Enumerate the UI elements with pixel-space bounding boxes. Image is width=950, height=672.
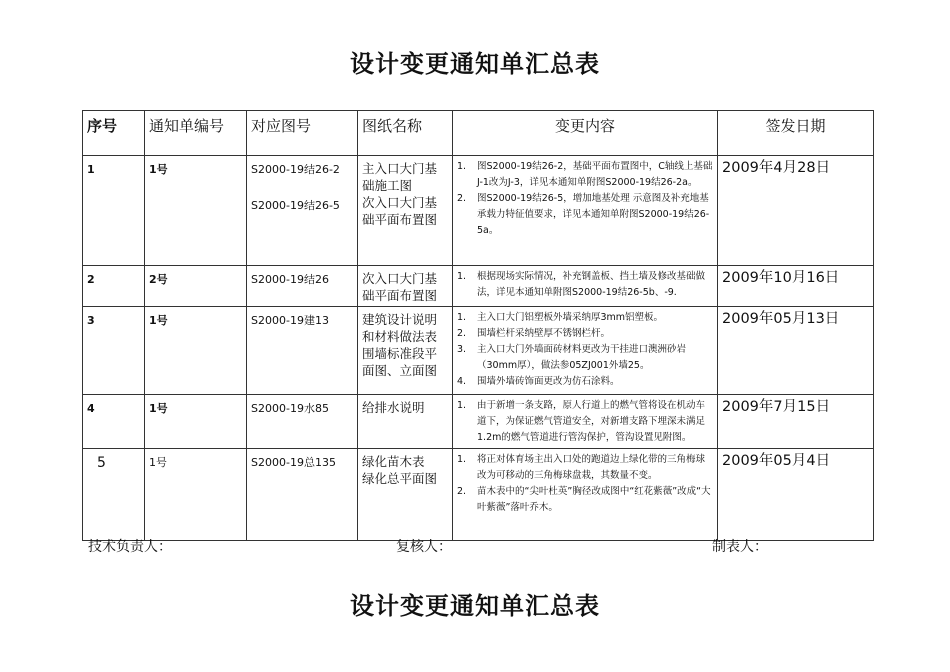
row-drawing-no bbox=[247, 266, 358, 307]
header-content: 变更内容 bbox=[453, 111, 718, 156]
drawing-name-line: 主入口大门基础施工图 bbox=[362, 161, 438, 193]
drawing-name-line: 次入口大门基础平面布置图 bbox=[362, 195, 438, 227]
tech-lead-signature-label: 技术负责人： bbox=[88, 539, 172, 555]
change-summary-table bbox=[82, 110, 874, 541]
drawing-name-line: 次入口大门基础平面布置图 bbox=[362, 271, 438, 303]
drawing-name-line: 建筑设计说明和材料做法表 bbox=[362, 312, 438, 344]
content-item: 1. 将正对体育场主出入口处的跑道边上绿化带的三角梅球改为可移动的三角梅球盘栽，其数量不变。 bbox=[457, 454, 706, 481]
drawing-name-line: 围墙标准段平面图、立面图 bbox=[362, 346, 438, 378]
drawing-no-line: S2000-19结26 bbox=[251, 273, 329, 286]
header-drawing-no: 对应图号 bbox=[247, 111, 358, 156]
row-no: 3 bbox=[83, 307, 145, 395]
drawing-no-line: S2000-19建13 bbox=[251, 314, 329, 327]
drawing-no-line: S2000-19结26-2 bbox=[251, 163, 340, 176]
table-row bbox=[83, 266, 874, 307]
row-notice: 2号 bbox=[145, 266, 247, 307]
content-item: 2. 图S2000-19结26-5，增加地基处理 示意图及补充地基承载力特征值要求，详见本通知单附图S2000-19结26-5a。 bbox=[457, 193, 710, 236]
content-item: 3. 主入口大门外墙面砖材料更改为干挂进口澳洲砂岩（30mm厚），做法参05ZJ001外墙25。 bbox=[457, 344, 687, 371]
table-row bbox=[83, 307, 874, 395]
row-drawing-name bbox=[358, 307, 453, 395]
row-notice: 1号 bbox=[145, 449, 247, 541]
row-drawing-name bbox=[358, 156, 453, 266]
row-content bbox=[453, 307, 718, 395]
row-drawing-name bbox=[358, 395, 453, 449]
drawing-name-line: 给排水说明 bbox=[362, 400, 425, 415]
row-date: 2009年10月16日 bbox=[718, 266, 874, 307]
drawing-no-line: S2000-19水85 bbox=[251, 402, 329, 415]
content-item: 1. 根据现场实际情况，补充钢盖板、挡土墙及修改基础做法，详见本通知单附图S2000-19结26-5b、-9. bbox=[457, 271, 706, 298]
table-row bbox=[83, 156, 874, 266]
row-content bbox=[453, 156, 718, 266]
header-drawing-name: 图纸名称 bbox=[358, 111, 453, 156]
row-drawing-no bbox=[247, 307, 358, 395]
row-drawing-no bbox=[247, 449, 358, 541]
row-drawing-name bbox=[358, 266, 453, 307]
content-item: 2. 围墙栏杆采纳壁厚不锈钢栏杆。 bbox=[457, 328, 611, 339]
row-no: 2 bbox=[83, 266, 145, 307]
row-content bbox=[453, 449, 718, 541]
row-notice: 1号 bbox=[145, 156, 247, 266]
reviewer-signature-label: 复核人： bbox=[396, 539, 452, 555]
row-no: 4 bbox=[83, 395, 145, 449]
row-date: 2009年4月28日 bbox=[718, 156, 874, 266]
content-item: 1. 图S2000-19结26-2，基础平面布置图中，C轴线上基础J-1改为J-3，详见本通知单附图S2000-19结26-2a。 bbox=[457, 161, 713, 188]
page-title: 设计变更通知单汇总表 bbox=[350, 50, 600, 78]
row-notice: 1号 bbox=[145, 395, 247, 449]
content-item: 1. 由于新增一条支路，原人行道上的燃气管将设在机动车道下，为保证燃气管道安全，对新增支路下埋深未满足1.2m的燃气管道进行管沟保护，管沟设置见附图。 bbox=[457, 400, 706, 443]
row-notice: 1号 bbox=[145, 307, 247, 395]
row-no: 1 bbox=[83, 156, 145, 266]
drawing-name-line: 绿化总平面图 bbox=[362, 471, 438, 486]
row-content bbox=[453, 395, 718, 449]
page-title-second: 设计变更通知单汇总表 bbox=[350, 592, 600, 620]
row-date: 2009年05月13日 bbox=[718, 307, 874, 395]
row-content bbox=[453, 266, 718, 307]
maker-signature-label: 制表人： bbox=[712, 539, 768, 555]
drawing-no-line: S2000-19总135 bbox=[251, 456, 336, 469]
row-date: 2009年7月15日 bbox=[718, 395, 874, 449]
content-item: 4. 围墙外墙砖饰面更改为仿石涂料。 bbox=[457, 376, 620, 387]
table-row bbox=[83, 449, 874, 541]
row-drawing-no bbox=[247, 156, 358, 266]
drawing-no-line: S2000-19结26-5 bbox=[251, 199, 340, 212]
header-date: 签发日期 bbox=[718, 111, 874, 156]
row-drawing-name bbox=[358, 449, 453, 541]
row-no: 5 bbox=[83, 449, 145, 541]
row-drawing-no bbox=[247, 395, 358, 449]
row-date: 2009年05月4日 bbox=[718, 449, 874, 541]
content-item: 1. 主入口大门铝塑板外墙采纳厚3mm铝塑板。 bbox=[457, 312, 664, 323]
header-notice: 通知单编号 bbox=[145, 111, 247, 156]
table-row bbox=[83, 395, 874, 449]
header-row bbox=[83, 111, 874, 156]
content-item: 2. 苗木表中的“尖叶杜英”胸径改成图中“红花紫薇”改成“大叶紫薇”落叶乔木。 bbox=[457, 486, 711, 513]
header-no: 序号 bbox=[83, 111, 145, 156]
drawing-name-line: 绿化苗木表 bbox=[362, 454, 425, 469]
